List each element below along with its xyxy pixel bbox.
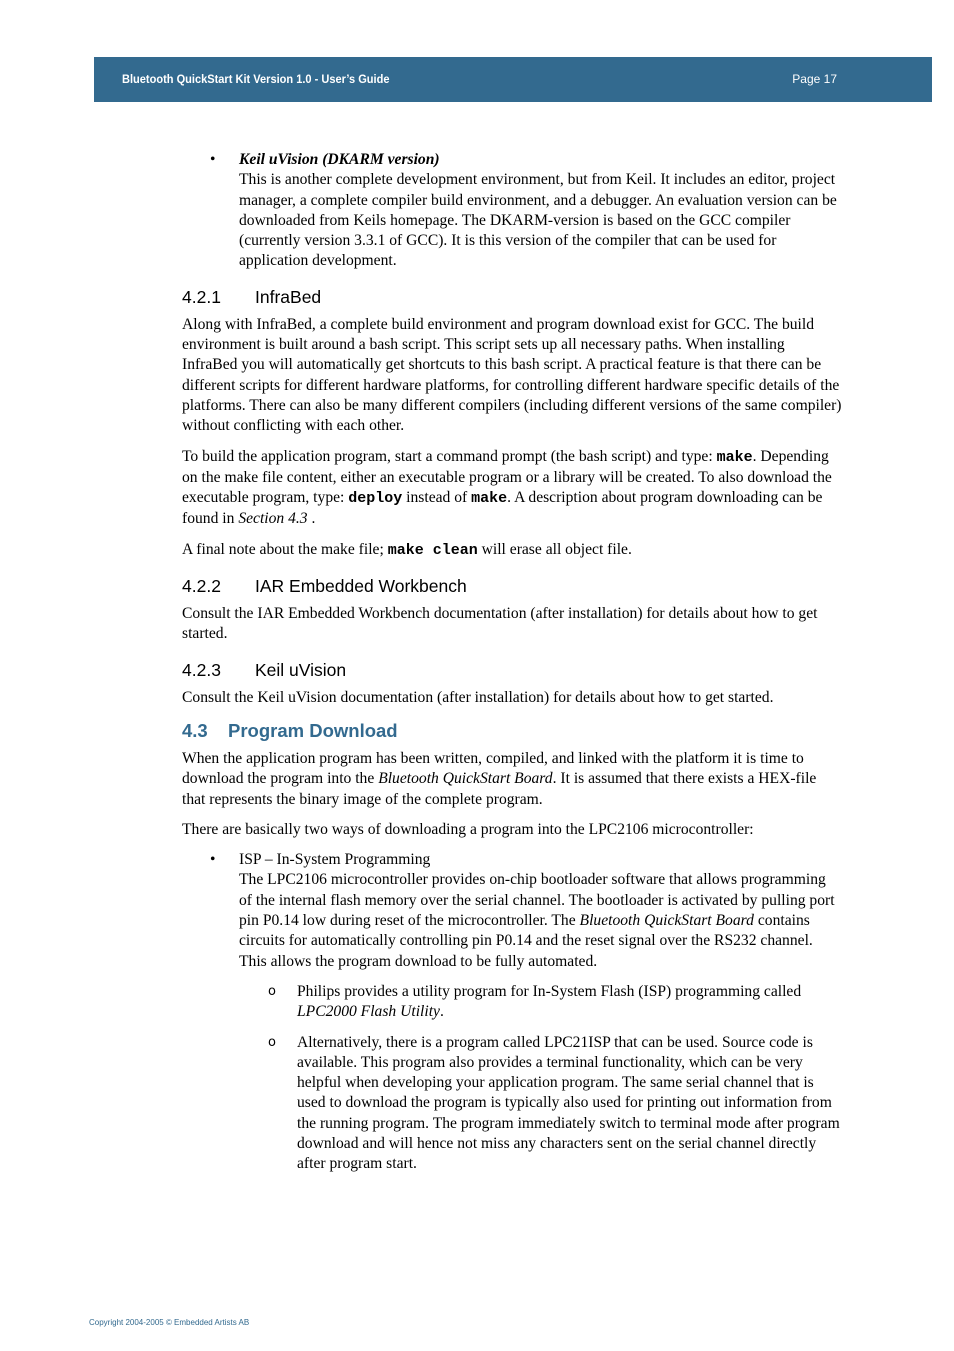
document-body xyxy=(182,150,842,1185)
paragraph: Consult the Keil uVision documentation (after installation) for details about how to get started. xyxy=(182,688,774,706)
list-item-text: This is another complete development environment, but from Keil. It includes an editor, project manager, a complete compiler build environment, and a debugger. An evaluation version can be downloaded from Keils homepage. The DKARM-version is based on the GCC compiler (currently version 3.3.1 of GCC). It is this version of the compiler that can be used for application development. xyxy=(239,171,837,270)
document-title: Bluetooth QuickStart Kit Version 1.0 - User’s Guide xyxy=(122,72,390,86)
bullet-icon: • xyxy=(210,851,216,869)
list-item-isp: • ISP – In-System Programming The LPC2106 microcontroller provides on-chip bootloader software that allows programming of the internal flash memory over the serial channel. The bootloader is activated by pulling port pin P0.14 low during reset of the microcontroller. The Bluetooth QuickStart Board contains circuits for automatically controlling pin P0.14 and the reset signal over the RS232 channel. This allows the program download to be fully automated. xyxy=(210,851,835,970)
page-header xyxy=(94,57,932,102)
list-item-title: Keil uVision (DKARM version) xyxy=(239,151,440,168)
paragraph: Along with InfraBed, a complete build environment and program download exist for GCC. The build environment is built around a bash script. This script sets up all necessary paths. When installing InfraBed you will automatically get shortcuts to this bash script. A practical feature is that there can be different scripts for different hardware platforms, for controlling different hardware specific details of the platforms. There can also be many different compilers (including different versions of the same compiler) without conflicting with each other. xyxy=(182,315,842,435)
sub-list-item-lpc21isp: o Alternatively, there is a program called LPC21ISP that can be used. Source code is available. This program also provides a terminal functionality, which can be very helpful when developing your application program. The same serial channel that is used to download the program is typically also used for printing out information from the running program. The program immediately switch to terminal mode after program download and will hence not miss any characters sent on the serial channel directly after program start. xyxy=(268,1033,840,1173)
section-heading-4-2-2: 4.2.2 IAR Embedded Workbench xyxy=(182,576,467,597)
section-heading-4-2-3: 4.2.3 Keil uVision xyxy=(182,659,347,680)
paragraph: There are basically two ways of downloading a program into the LPC2106 microcontroller: xyxy=(182,820,754,838)
paragraph: To build the application program, start a command prompt (the bash script) and type: make. Depending on the make file content, either an executable program or a library will be created. To also download the executable program, type: deploy instead of make. A description about program downloading can be found in Section 4.3 . xyxy=(182,447,832,528)
section-reference: Section 4.3 xyxy=(238,510,308,528)
page-number: Page 17 xyxy=(792,72,837,86)
sub-list-item-flash-utility: o Philips provides a utility program for In-System Flash (ISP) programming called LPC2000 Flash Utility. xyxy=(268,982,802,1021)
circle-bullet-icon: o xyxy=(268,983,276,999)
code-deploy: deploy xyxy=(348,490,403,508)
footer-copyright: Copyright 2004-2005 © Embedded Artists AB xyxy=(89,1318,250,1327)
bullet-icon: • xyxy=(210,151,216,168)
circle-bullet-icon: o xyxy=(268,1034,276,1050)
list-item-title: ISP – In-System Programming xyxy=(239,851,431,869)
list-item-keil-dkarm xyxy=(182,150,842,272)
code-make-clean: make clean xyxy=(387,541,478,559)
section-heading-4-2-1: 4.2.1 InfraBed xyxy=(182,286,322,307)
paragraph: When the application program has been written, compiled, and linked with the platform it is time to download the program into the Bluetooth QuickStart Board. It is assumed that there exists a HEX-file that represents the binary image of the complete program. xyxy=(182,749,817,808)
section-heading-4-3: 4.3 Program Download xyxy=(182,719,398,741)
paragraph: Consult the IAR Embedded Workbench documentation (after installation) for details about how to get started. xyxy=(182,605,818,643)
code-make: make xyxy=(471,490,508,508)
paragraph: A final note about the make file; make clean will erase all object file. xyxy=(182,540,632,559)
code-make: make xyxy=(716,448,753,466)
